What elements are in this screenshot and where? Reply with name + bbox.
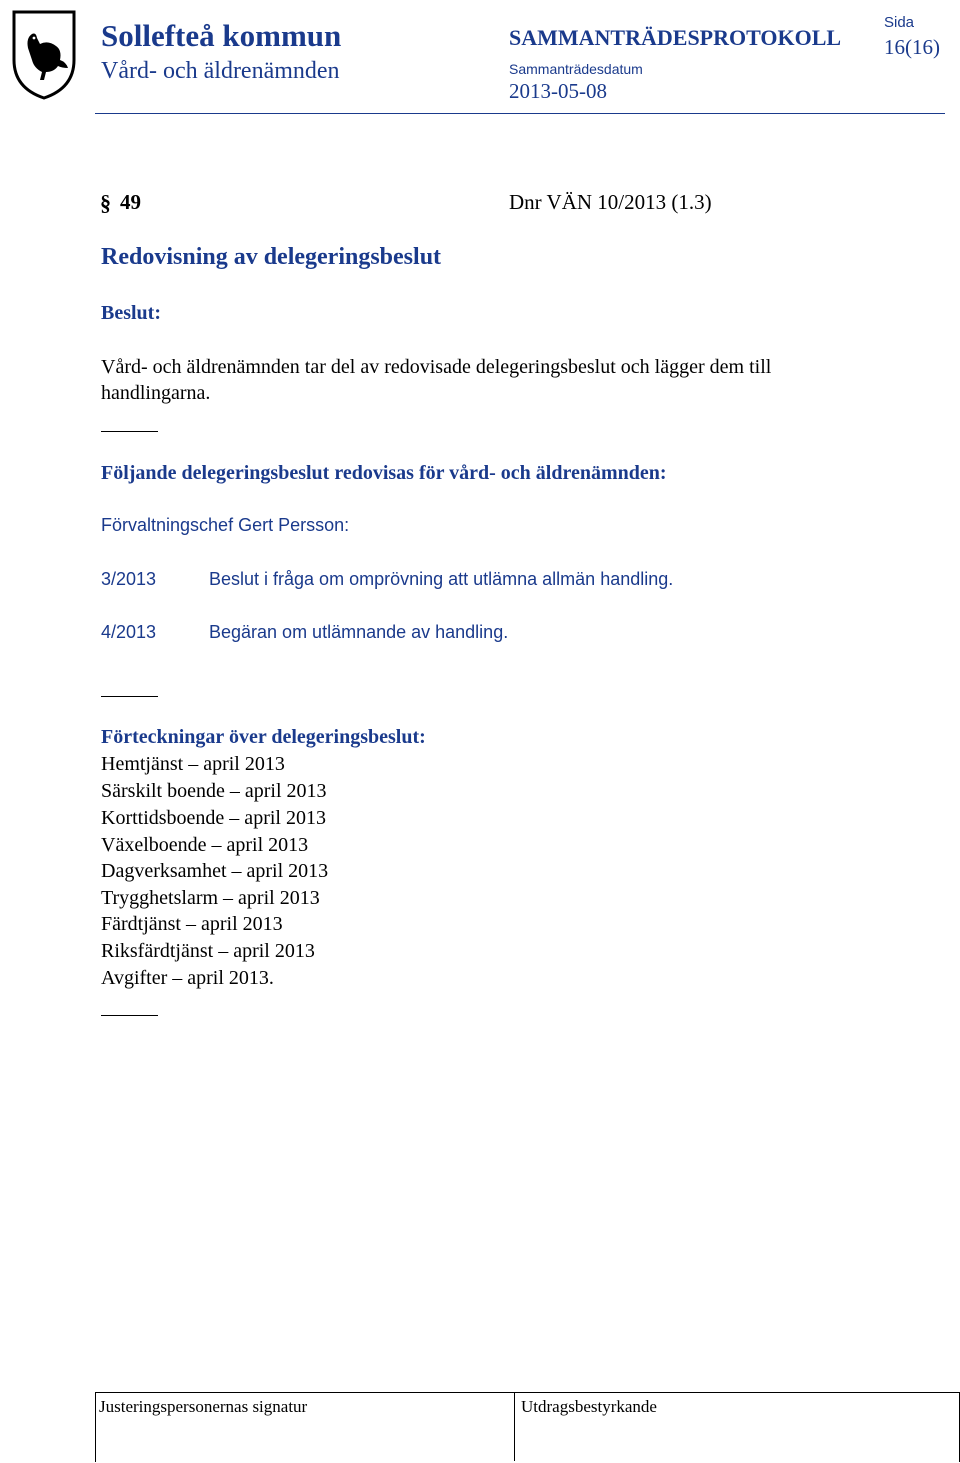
- delegation-subheading: Förvaltningschef Gert Persson:: [101, 515, 350, 535]
- lists-item: Hemtjänst – april 2013: [101, 753, 285, 775]
- lists-item: Växelboende – april 2013: [101, 834, 309, 856]
- lists-item: Särskilt boende – april 2013: [101, 780, 327, 802]
- meeting-date: 2013-05-08: [509, 79, 607, 103]
- lists-heading: Förteckningar över delegeringsbeslut:: [101, 726, 426, 748]
- coat-of-arms-logo: [10, 8, 78, 100]
- delegation-item-text: Begäran om utlämnande av handling.: [209, 622, 509, 642]
- board-name: Vård- och äldrenämnden: [101, 58, 340, 84]
- meeting-date-label: Sammanträdesdatum: [509, 61, 643, 77]
- decision-label: Beslut:: [101, 302, 161, 324]
- section-symbol: §: [100, 190, 111, 215]
- case-number: 49: [120, 190, 141, 214]
- delegation-heading: Följande delegeringsbeslut redovisas för vård- och äldrenämnden:: [101, 462, 667, 484]
- page-label: Sida: [884, 14, 915, 31]
- case-dnr: Dnr VÄN 10/2013 (1.3): [509, 190, 712, 214]
- header-rule: [95, 113, 945, 114]
- page-number: 16(16): [884, 35, 940, 59]
- delegation-item-text: Beslut i fråga om omprövning att utlämna allmän handling.: [209, 569, 674, 589]
- decision-text-line1: Vård- och äldrenämnden tar del av redovisade delegeringsbeslut och lägger dem till: [101, 356, 772, 378]
- separator-line: [101, 1015, 158, 1016]
- municipality-name: Sollefteå kommun: [101, 18, 342, 53]
- case-title: Redovisning av delegeringsbeslut: [101, 244, 442, 270]
- delegation-item-number: 3/2013: [101, 569, 157, 589]
- document-type: SAMMANTRÄDESPROTOKOLL: [509, 25, 842, 50]
- signature-label: Justeringspersonernas signatur: [99, 1397, 308, 1416]
- lists-item: Färdtjänst – april 2013: [101, 913, 283, 935]
- decision-text-line2: handlingarna.: [101, 382, 211, 404]
- extract-label: Utdragsbestyrkande: [521, 1397, 657, 1416]
- lists-item: Riksfärdtjänst – april 2013: [101, 940, 315, 962]
- separator-line: [101, 696, 158, 697]
- lists-item: Trygghetslarm – april 2013: [101, 887, 320, 909]
- lists-item: Avgifter – april 2013.: [101, 967, 274, 989]
- delegation-item-number: 4/2013: [101, 622, 157, 642]
- lists-item: Korttidsboende – april 2013: [101, 807, 326, 829]
- footer-divider: [514, 1392, 515, 1461]
- lists-item: Dagverksamhet – april 2013: [101, 860, 329, 882]
- separator-line: [101, 431, 158, 432]
